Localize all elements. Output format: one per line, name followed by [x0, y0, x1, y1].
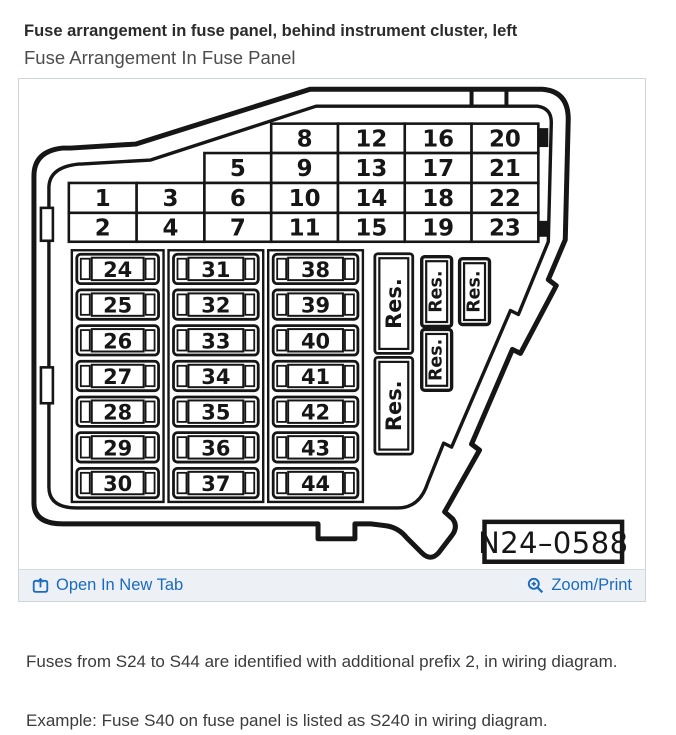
- open-in-new-tab-link[interactable]: [32, 577, 183, 594]
- notes: [26, 651, 656, 732]
- open-in-new-tab-icon: [32, 577, 49, 594]
- fuse-number: 27: [103, 364, 133, 389]
- fuse-number: 21: [489, 155, 521, 182]
- reserve-fuse-label: Res.: [381, 380, 406, 431]
- fuse-number: 31: [201, 257, 231, 282]
- fuse-number: 37: [201, 471, 231, 496]
- note-example: Example: Fuse S40 on fuse panel is listed as S240 in wiring diagram.: [26, 711, 548, 731]
- fuse-number: 29: [103, 436, 133, 461]
- right-clip: [539, 128, 548, 147]
- fuse-number: 24: [103, 257, 133, 282]
- reserve-fuse-label: Res.: [381, 278, 406, 329]
- diagram-canvas: [19, 79, 645, 569]
- fuse-number: 9: [296, 155, 313, 182]
- fuse-number: 17: [422, 155, 455, 182]
- fuse-number: 2: [94, 215, 111, 242]
- zoom-print-link[interactable]: [527, 577, 632, 594]
- page-title: Fuse arrangement in fuse panel, behind instrument cluster, left: [24, 22, 518, 40]
- fuse-number: 20: [489, 126, 521, 153]
- fuse-number: 19: [422, 215, 455, 242]
- fuse-number: 38: [300, 257, 331, 282]
- fuse-number: 11: [288, 215, 321, 242]
- reserve-fuse-label: Res.: [426, 338, 447, 381]
- fuse-number: 39: [300, 293, 331, 318]
- fuse-number: 6: [229, 185, 246, 212]
- right-clip: [539, 221, 548, 237]
- fuse-number: 41: [300, 364, 331, 389]
- fuse-number: 40: [300, 329, 331, 354]
- fuse-number: 3: [162, 185, 179, 212]
- fuse-number: 7: [229, 215, 246, 242]
- note-prefix-rule: Fuses from S24 to S44 are identified with additional prefix 2, in wiring diagram.: [26, 651, 618, 671]
- fuse-number: 30: [103, 471, 133, 496]
- fuse-number: 16: [422, 126, 455, 153]
- fuse-number: 10: [288, 185, 321, 212]
- zoom-print-label: Zoom/Print: [551, 576, 632, 595]
- fuse-number: 14: [355, 185, 388, 212]
- fuse-number: 23: [489, 215, 521, 242]
- fuse-number: 26: [103, 329, 133, 354]
- fuse-number: 34: [201, 364, 231, 389]
- fuse-number: 44: [300, 471, 331, 496]
- fuse-number: 42: [300, 400, 331, 425]
- left-clip: [41, 367, 53, 403]
- fuse-number: 36: [201, 436, 231, 461]
- fuse-number: 33: [201, 329, 231, 354]
- fuse-number: 43: [300, 436, 331, 461]
- viewer-toolbar: [19, 569, 645, 601]
- diagram-viewer: [18, 78, 646, 602]
- left-clip: [41, 208, 53, 241]
- fuse-number: 18: [422, 185, 455, 212]
- fuse-panel-drawing: [19, 79, 645, 569]
- drawing-number-box: [478, 522, 628, 562]
- fuse-number: 5: [229, 155, 246, 182]
- reserve-fuse-label: Res.: [426, 270, 447, 313]
- fuse-number: 13: [355, 155, 388, 182]
- fuse-number: 8: [296, 126, 313, 153]
- fuse-number: 15: [355, 215, 388, 242]
- fuse-number: 22: [489, 185, 521, 212]
- drawing-number-text: N24–0588: [478, 525, 629, 560]
- fuse-number: 25: [103, 293, 133, 318]
- fuse-number: 1: [94, 185, 111, 212]
- fuse-number: 12: [355, 126, 388, 153]
- page-subtitle: Fuse Arrangement In Fuse Panel: [24, 46, 296, 68]
- fuse-number: 32: [201, 293, 231, 318]
- zoom-icon: [527, 577, 544, 594]
- open-in-new-tab-label: Open In New Tab: [56, 576, 184, 595]
- fuse-number: 4: [162, 215, 179, 242]
- fuse-number: 28: [103, 400, 133, 425]
- reserve-fuse-label: Res.: [464, 270, 485, 313]
- fuse-number: 35: [201, 400, 231, 425]
